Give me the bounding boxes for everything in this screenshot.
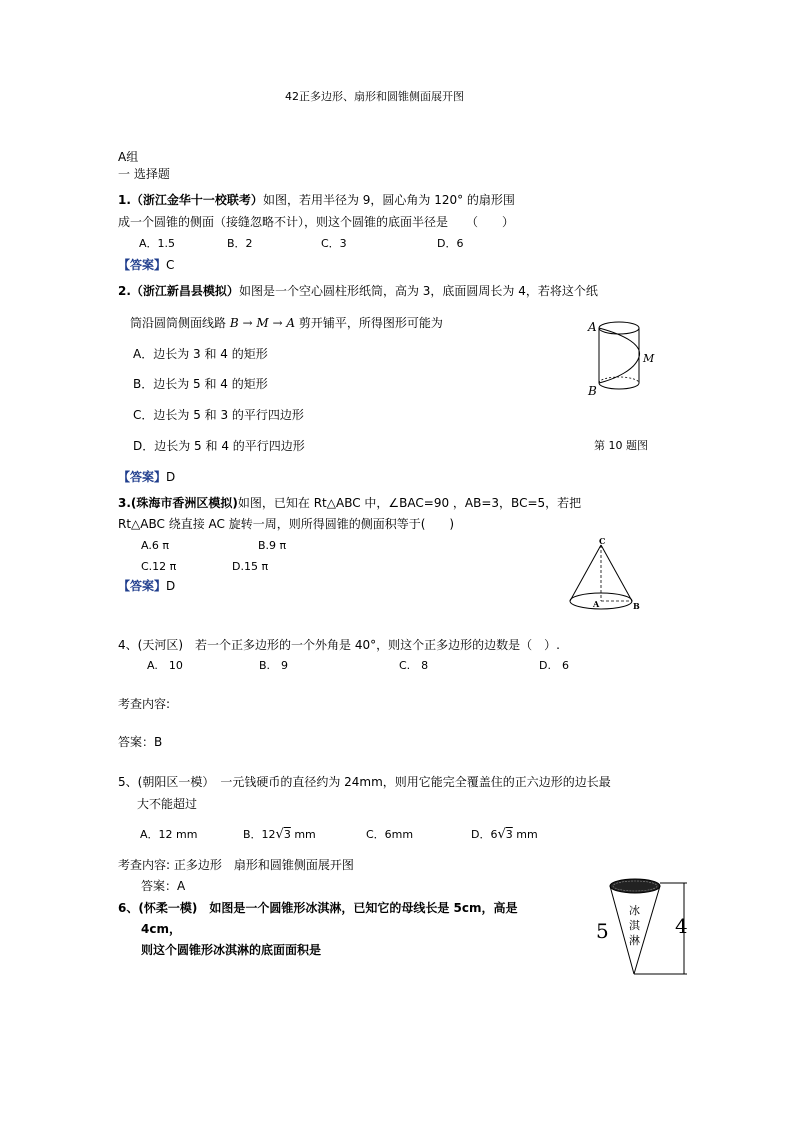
- q2-figure-caption: 第 10 题图: [594, 439, 648, 452]
- cylinder-cut-path: [599, 328, 640, 383]
- cylinder-bottom-back: [599, 377, 639, 383]
- q2-option-d: D．边长为 5 和 4 的平行四边形: [133, 439, 305, 453]
- q6-text-line3: 则这个圆锥形冰淇淋的底面面积是: [141, 943, 322, 957]
- q6-text-line1: 6、(怀柔一模) 如图是一个圆锥形冰淇淋，已知它的母线长是 5cm，高是: [118, 901, 518, 915]
- q6-text-line2: 4cm，: [141, 922, 181, 936]
- q1-source: （浙江金华十一校联考）: [130, 193, 263, 207]
- q2-answer: D: [166, 470, 176, 484]
- q5-answer: 答案：A: [141, 879, 186, 893]
- q2-text-line2a: 筒沿圆筒侧面线路: [130, 316, 227, 330]
- q1-answer-label: 【答案】: [118, 258, 167, 272]
- q1-number: 1.: [118, 193, 131, 207]
- cylinder-label-m: M: [643, 352, 655, 365]
- q2-number: 2.: [118, 284, 131, 298]
- q3-text-line2: Rt△ABC 绕直接 AC 旋转一周，则所得圆锥的侧面积等于( ): [118, 517, 455, 531]
- q5-review: 考查内容: 正多边形 扇形和圆锥侧面展开图: [118, 858, 354, 872]
- slant-label: 5: [596, 919, 609, 943]
- q2-source: （浙江新昌县模拟）: [130, 284, 239, 298]
- group-label: A组: [118, 150, 139, 164]
- q4-text: 4、(天河区) 若一个正多边形的一个外角是 40°，则这个正多边形的边数是（ ）.: [118, 638, 560, 652]
- section-label: 一 选择题: [118, 167, 170, 181]
- q4-review: 考查内容:: [118, 697, 171, 711]
- q1-option-a: A．1.5: [139, 237, 176, 250]
- q5-text-line1: 5、(朝阳区一模） 一元钱硬币的直径约为 24mm，则用它能完全覆盖住的正六边形的边长最: [118, 775, 611, 789]
- q2-option-a: A．边长为 3 和 4 的矩形: [133, 347, 268, 361]
- q3-option-b: B.9 π: [258, 539, 287, 552]
- cone-text-1: 冰: [629, 904, 640, 917]
- q1-option-c: C．3: [321, 237, 347, 250]
- cylinder-bottom-front: [599, 383, 639, 389]
- q4-option-b: B. 9: [259, 659, 289, 672]
- ice-cream-cone-figure: [592, 868, 702, 978]
- cylinder-label-b: B: [588, 384, 597, 398]
- q5-option-b: B．12√3 mm: [243, 827, 316, 842]
- cone-label-a: A: [593, 599, 600, 609]
- cylinder-figure: [585, 315, 665, 405]
- q2-option-b: B．边长为 5 和 4 的矩形: [133, 377, 268, 391]
- q4-option-a: A. 10: [147, 659, 183, 672]
- cone-text-2: 淇: [629, 919, 640, 932]
- q1-text-line2: 成一个圆锥的侧面（接缝忽略不计），则这个圆锥的底面半径是 （ ）: [118, 215, 515, 229]
- q5-text-line2: 大不能超过: [137, 797, 198, 811]
- q1-answer: C: [166, 258, 175, 272]
- q5-option-d: D．6√3 mm: [471, 827, 538, 842]
- q3-answer: D: [166, 579, 176, 593]
- q2-text-line1: 如图是一个空心圆柱形纸筒，高为 3，底面圆周长为 4，若将这个纸: [238, 284, 598, 298]
- page-title: 42正多边形、扇形和圆锥侧面展开图: [285, 90, 464, 103]
- q1-option-b: B．2: [227, 237, 253, 250]
- q1-text-line1: 如图，若用半径为 9，圆心角为 120° 的扇形围: [262, 193, 515, 207]
- q3-option-a: A.6 π: [141, 539, 169, 552]
- q5-option-a: A．12 mm: [140, 828, 198, 841]
- q4-option-c: C. 8: [399, 659, 429, 672]
- q1-option-d: D．6: [437, 237, 464, 250]
- cone-figure: [562, 537, 652, 617]
- q3-answer-label: 【答案】: [118, 579, 167, 593]
- cone-label-c: C: [599, 536, 606, 546]
- q5-option-c: C．6mm: [366, 828, 414, 841]
- q2-option-c: C．边长为 5 和 3 的平行四边形: [133, 408, 304, 422]
- cylinder-top-ellipse: [599, 322, 639, 334]
- height-label: 4: [675, 914, 688, 938]
- cone-text-3: 淋: [629, 934, 640, 947]
- cone-label-b: B: [633, 601, 640, 611]
- q3-option-c: C.12 π: [141, 560, 177, 573]
- q3-text-line1: 如图，已知在 Rt△ABC 中，∠BAC=90 ，AB=3，BC=5，若把: [237, 496, 582, 510]
- q3-option-d: D.15 π: [232, 560, 269, 573]
- cylinder-label-a: A: [588, 320, 597, 334]
- q3-source: (珠海市香洲区模拟): [130, 496, 238, 510]
- q2-text-line2b: 剪开铺平，所得图形可能为: [298, 316, 443, 330]
- q2-answer-label: 【答案】: [118, 470, 167, 484]
- q3-number: 3.: [118, 496, 131, 510]
- q2-path-math: B → M → A: [229, 316, 295, 330]
- q4-option-d: D. 6: [539, 659, 569, 672]
- q4-answer: 答案：B: [118, 735, 163, 749]
